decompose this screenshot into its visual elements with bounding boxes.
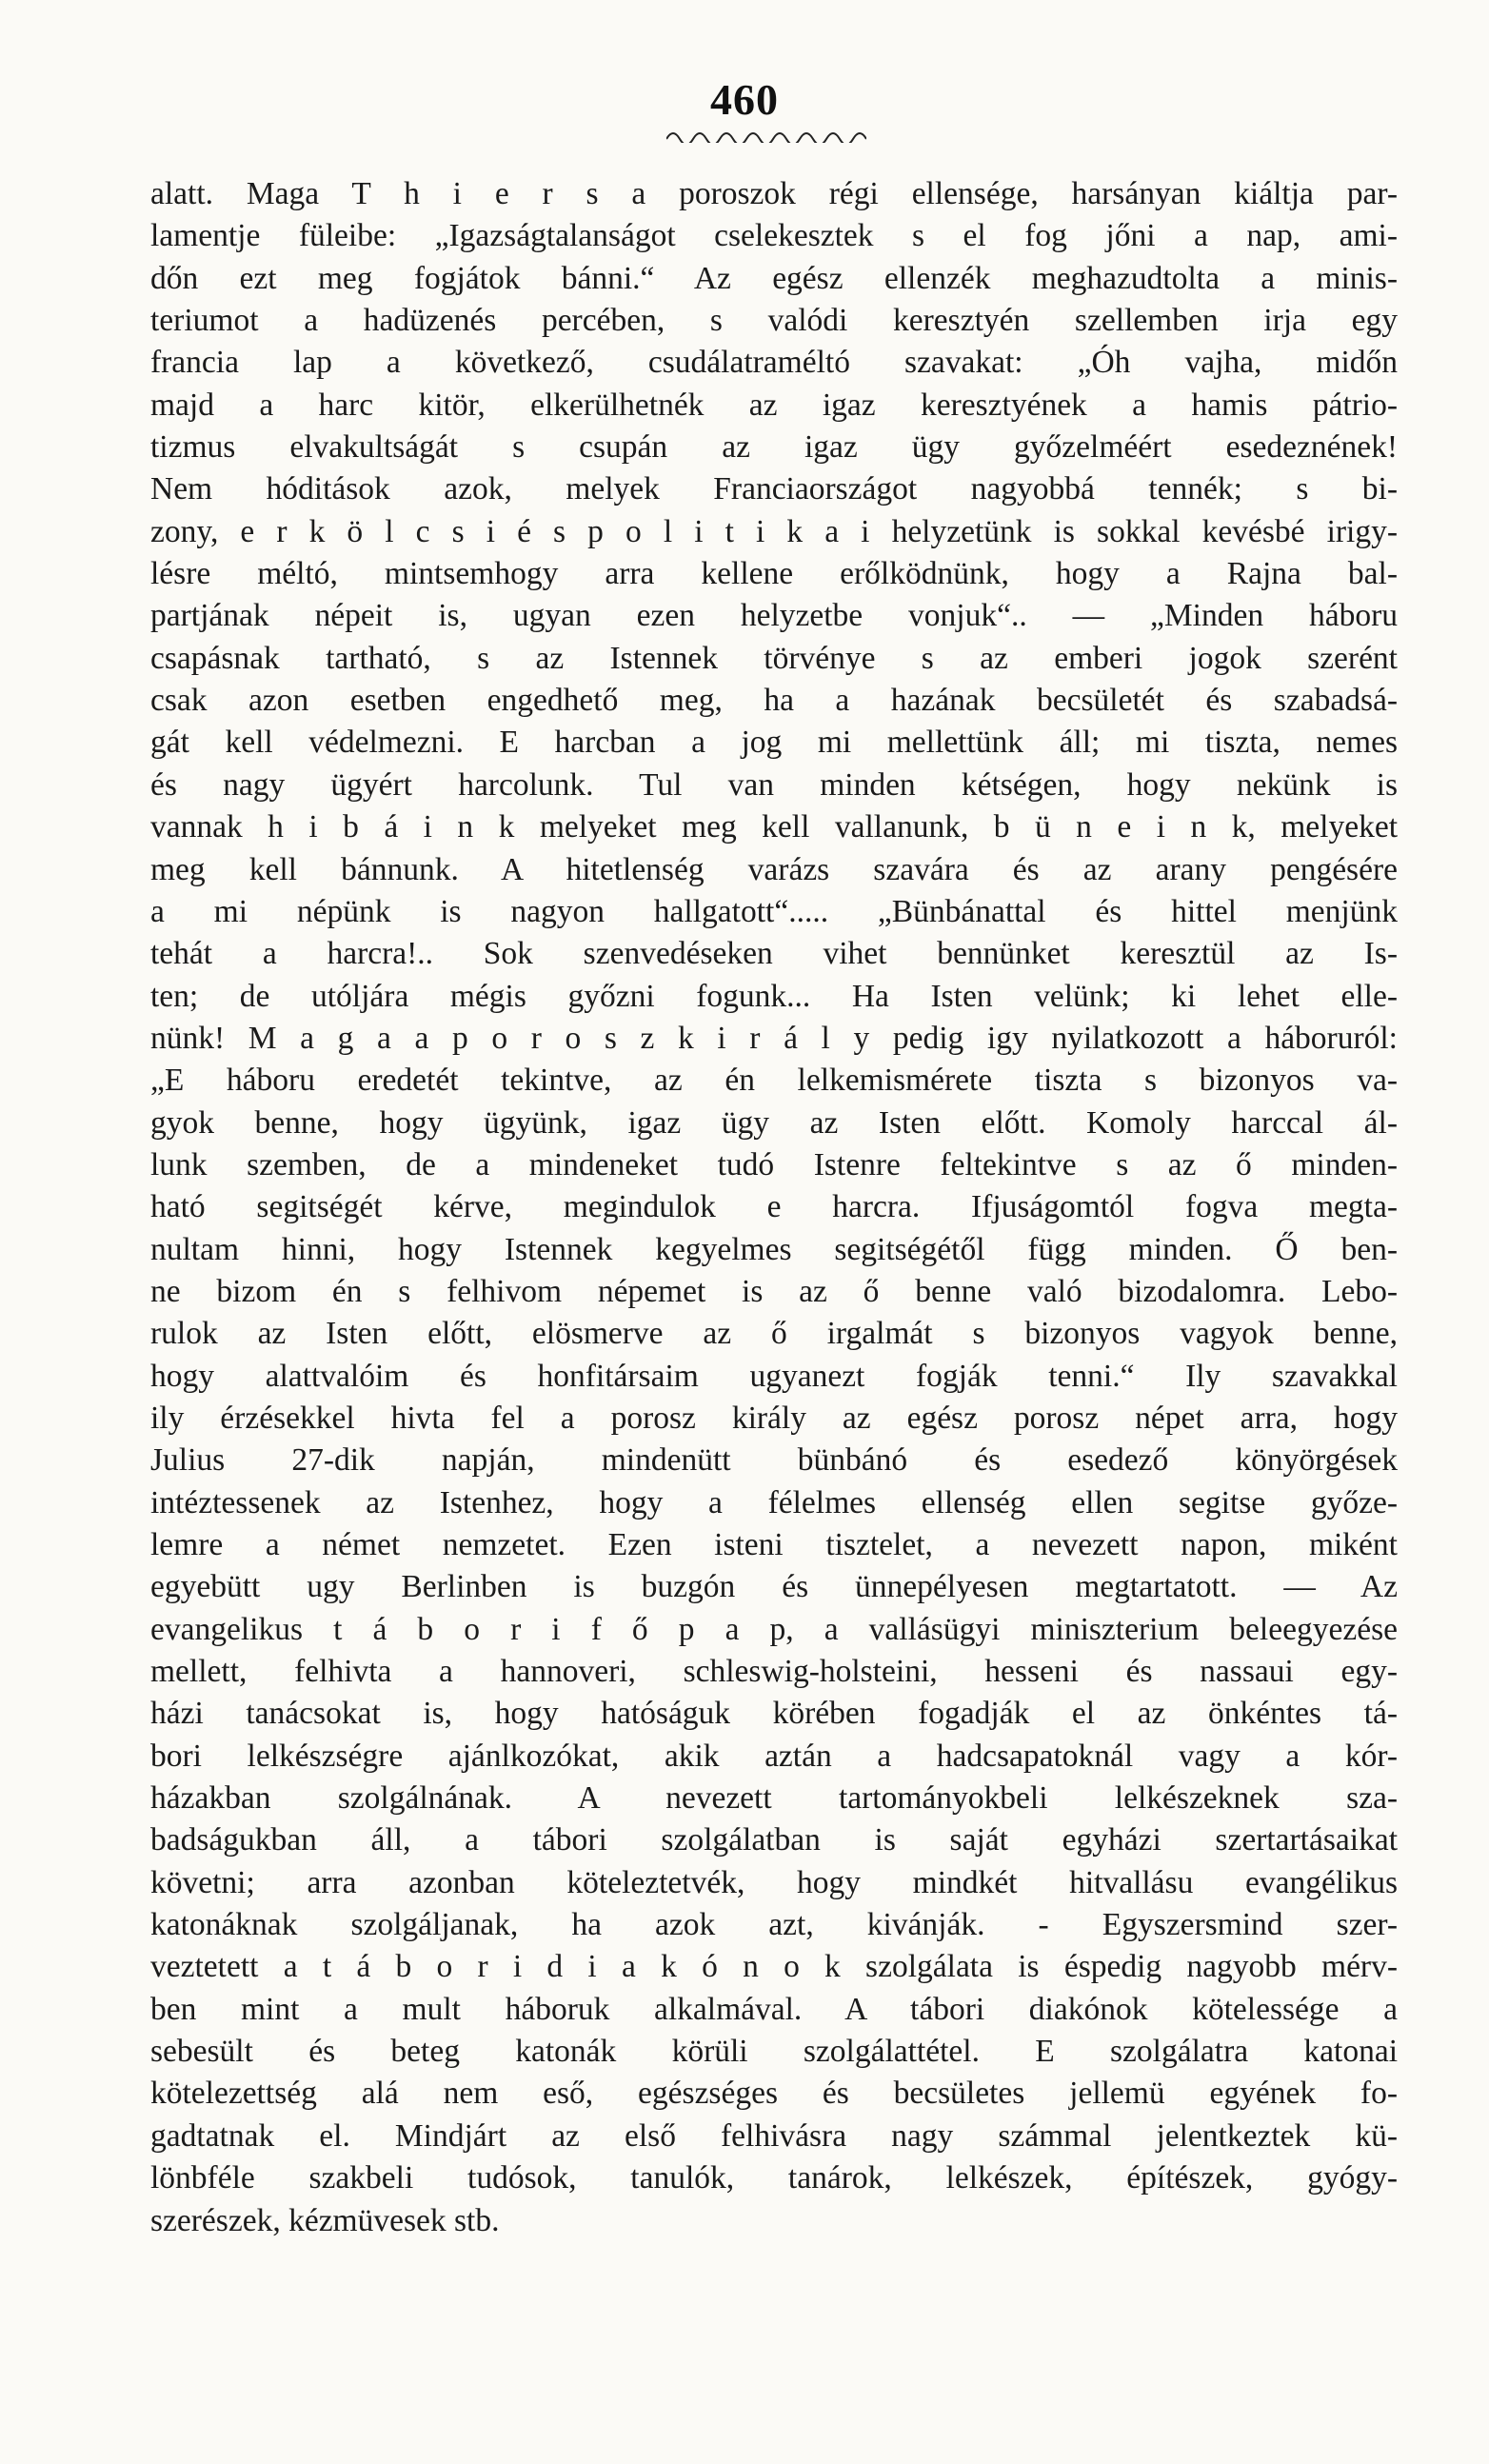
- text-line: ben mint a mult háboruk alkalmával. A tábori diakónok kötelessége a: [150, 1991, 1398, 2027]
- text-line: házi tanácsokat is, hogy hatóságuk körében fogadják el az önkéntes tá-: [150, 1696, 1398, 1732]
- text-line: kötelezettség alá nem eső, egészséges és becsületes jellemü egyének fo-: [150, 2076, 1398, 2112]
- text-line: teriumot a hadüzenés percében, s valódi keresztyén szellemben irja egy: [150, 303, 1398, 339]
- text-line: lönbféle szakbeli tudósok, tanulók, tanárok, lelkészek, építészek, gyógy-: [150, 2160, 1398, 2196]
- text-line: lunk szemben, de a mindeneket tudó Istenre feltekintve s az ő minden-: [150, 1146, 1398, 1182]
- text-line: bori lelkészségre ajánlkozókat, akik aztán a hadcsapatoknál vagy a kór-: [150, 1738, 1398, 1774]
- text-line: zony, e r k ö l c s i é s p o l i t i k a i helyzetünk is sokkal kevésbé irigy-: [150, 513, 1398, 549]
- text-line: Nem hóditások azok, melyek Franciaországot nagyobbá tennék; s bi-: [150, 471, 1398, 507]
- text-line: egyebütt ugy Berlinben is buzgón és ünnepélyesen megtartatott. — Az: [150, 1569, 1398, 1605]
- text-line: dőn ezt meg fogjátok bánni.“ Az egész ellenzék meghazudtolta a minis-: [150, 260, 1398, 296]
- text-line: házakban szolgálnának. A nevezett tartományokbeli lelkészeknek sza-: [150, 1780, 1398, 1817]
- text-line: nultam hinni, hogy Istennek kegyelmes segitségétől függ minden. Ő ben-: [150, 1231, 1398, 1267]
- text-line: tizmus elvakultságát s csupán az igaz ügy győzelméért esedeznének!: [150, 429, 1398, 466]
- text-line: a mi népünk is nagyon hallgatott“..... „Bünbánattal és hittel menjünk: [150, 893, 1398, 929]
- text-line: lésre méltó, mintsemhogy arra kellene erőlködnünk, hogy a Rajna bal-: [150, 556, 1398, 592]
- text-line: ily érzésekkel hivta fel a porosz király az egész porosz népet arra, hogy: [150, 1400, 1398, 1436]
- text-line: csapásnak tartható, s az Istennek törvénye s az emberi jogok szerént: [150, 640, 1398, 676]
- text-line: lemre a német nemzetet. Ezen isteni tisztelet, a nevezett napon, miként: [150, 1527, 1398, 1562]
- text-line: nünk! M a g a a p o r o s z k i r á l y pedig igy nyilatkozott a háboruról:: [150, 1020, 1398, 1056]
- text-line: ten; de utóljára mégis győzni fogunk... Ha Isten velünk; ki lehet elle-: [150, 978, 1398, 1014]
- text-line: lamentje füleibe: „Igazságtalanságot cselekesztek s el fog jőni a nap, ami-: [150, 218, 1398, 254]
- text-line: Julius 27-dik napján, mindenütt bünbánó és esedező könyörgések: [150, 1442, 1398, 1479]
- text-line: katonáknak szolgáljanak, ha azok azt, kivánják. - Egyszersmind szer-: [150, 1907, 1398, 1943]
- text-line: tehát a harcra!.. Sok szenvedéseken vihet bennünket keresztül az Is-: [150, 936, 1398, 972]
- text-line: ható segitségét kérve, megindulok e harcra. Ifjuságomtól fogva megta-: [150, 1189, 1398, 1225]
- body-text: [150, 173, 1398, 2242]
- text-line: és nagy ügyért harcolunk. Tul van minden kétségen, hogy nekünk is: [150, 766, 1398, 803]
- text-line: rulok az Isten előtt, elösmerve az ő irgalmát s bizonyos vagyok benne,: [150, 1316, 1398, 1352]
- text-line: alatt. Maga T h i e r s a poroszok régi ellensége, harsányan kiáltja par-: [150, 176, 1398, 211]
- text-line: francia lap a következő, csudálatraméltó szavakat: „Óh vajha, midőn: [150, 345, 1398, 381]
- text-line: meg kell bánnunk. A hitetlenség varázs szavára és az arany pengésére: [150, 851, 1398, 887]
- text-line: követni; arra azonban köteleztetvék, hogy mindkét hitvallásu evangélikus: [150, 1864, 1398, 1900]
- text-line: ne bizom én s felhivom népemet is az ő benne való bizodalomra. Lebo-: [150, 1273, 1398, 1309]
- page-number: 460: [710, 75, 779, 124]
- text-line: majd a harc kitör, elkerülhetnék az igaz keresztyének a hamis pátrio-: [150, 387, 1398, 423]
- text-line: szerészek, kézmüvesek stb.: [150, 2202, 500, 2238]
- text-line: sebesült és beteg katonák körüli szolgálattétel. E szolgálatra katonai: [150, 2034, 1398, 2070]
- text-line: badságukban áll, a tábori szolgálatban is saját egyházi szertartásaikat: [150, 1822, 1398, 1858]
- text-line: hogy alattvalóim és honfitársaim ugyanezt fogják tenni.“ Ily szavakkal: [150, 1358, 1398, 1394]
- text-line: intéztessenek az Istenhez, hogy a félelmes ellenség ellen segitse győze-: [150, 1484, 1398, 1520]
- text-line: csak azon esetben engedhető meg, ha a hazának becsületét és szabadsá-: [150, 683, 1398, 719]
- text-line: „E háboru eredetét tekintve, az én lelkemismérete tiszta s bizonyos va-: [150, 1063, 1398, 1099]
- text-line: mellett, felhivta a hannoveri, schleswig-holsteini, hesseni és nassaui egy-: [150, 1654, 1398, 1690]
- text-line: partjának népeit is, ugyan ezen helyzetbe vonjuk“.. — „Minden háboru: [150, 598, 1398, 634]
- text-line: gát kell védelmezni. E harcban a jog mi mellettünk áll; mi tiszta, nemes: [150, 725, 1398, 761]
- text-line: veztetett a t á b o r i d i a k ó n o k szolgálata is éspedig nagyobb mérv-: [150, 1949, 1398, 1985]
- text-line: evangelikus t á b o r i f ő p a p, a vallásügyi miniszterium beleegyezése: [150, 1611, 1398, 1647]
- text-line: gadtatnak el. Mindjárt az első felhivásra nagy számmal jelentkeztek kü-: [150, 2117, 1398, 2154]
- text-line: gyok benne, hogy ügyünk, igaz ügy az Isten előtt. Komoly harccal ál-: [150, 1104, 1398, 1141]
- text-line: vannak h i b á i n k melyeket meg kell vallanunk, b ü n e i n k, melyeket: [150, 809, 1398, 845]
- wavy-ornament-icon: [666, 126, 866, 143]
